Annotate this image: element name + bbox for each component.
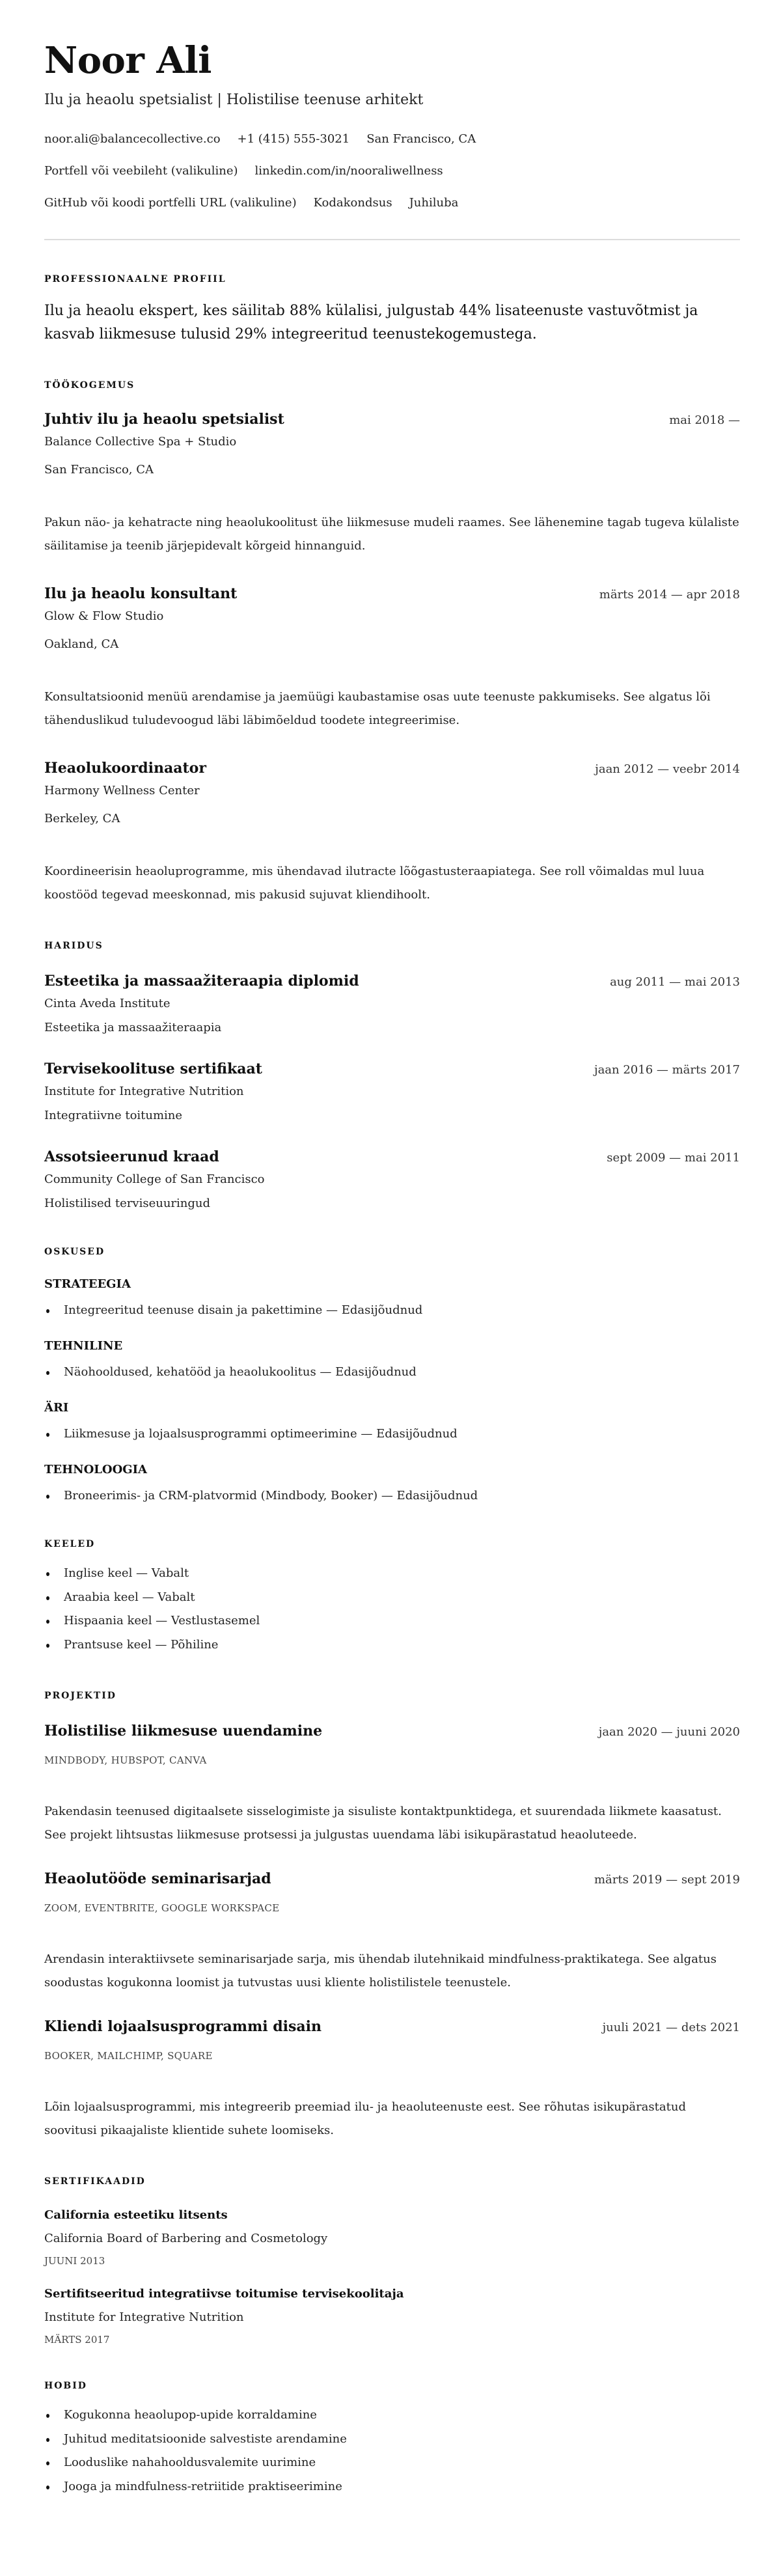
certification-date: MÄRTS 2017: [44, 2334, 110, 2346]
certification-date: JUUNI 2013: [44, 2255, 105, 2267]
job-header: [44, 758, 740, 779]
linkedin-link[interactable]: linkedin.com/in/nooraliwellness: [254, 164, 443, 178]
section-heading: SERTIFIKAADID: [44, 2176, 146, 2187]
education-entry: [44, 1147, 740, 1213]
section-heading: OSKUSED: [44, 1247, 105, 1257]
section-heading: PROJEKTID: [44, 1691, 116, 1701]
job-dates: jaan 2012 — veebr 2014: [595, 762, 740, 776]
contact-info: [44, 123, 740, 219]
company-name: Glow & Flow Studio: [44, 609, 164, 623]
job-description: Pakun näo- ja kehatracte ning heaolukoolitust ühe liikmesuse mudeli raames. See lähenemine tagab tugeva külaliste säilitamise ja teenib järjepidevalt kõrgeid hinnanguid.: [44, 516, 739, 553]
project-dates: juuli 2021 — dets 2021: [602, 2021, 740, 2034]
skill-item: Broneerimis- ja CRM-platvormid (Mindbody, Booker) — Edasijõudnud: [44, 1487, 740, 1505]
skill-category-heading: TEHNILINE: [44, 1339, 123, 1353]
institution-name: Community College of San Francisco: [44, 1172, 265, 1186]
github-link[interactable]: GitHub või koodi portfelli URL (valikuline): [44, 196, 297, 210]
certification-entry: [44, 2286, 740, 2347]
section-heading: TÖÖKOGEMUS: [44, 380, 135, 391]
resume-header: [44, 40, 740, 219]
certification-issuer: California Board of Barbering and Cosmetology: [44, 2232, 328, 2245]
languages-section: [44, 1538, 740, 1657]
job-location: San Francisco, CA: [44, 463, 154, 477]
project-dates: märts 2019 — sept 2019: [594, 1873, 740, 1887]
project-tech-stack: BOOKER, MAILCHIMP, SQUARE: [44, 2050, 213, 2062]
job-header: [44, 584, 740, 605]
hobby-item: Looduslike nahahooldusvalemite uurimine: [44, 2451, 740, 2475]
project-description: Pakendasin teenused digitaalsete sisselogimiste ja sisuliste kontaktpunktidega, et suurendada liikmete kaasatust. See projekt lihtsustas liikmesuse protsessi ja julgustas uuendama läbi isikupärastatud heaoluteede.: [44, 1805, 722, 1842]
certification-issuer: Institute for Integrative Nutrition: [44, 2310, 244, 2324]
drivers-license-text: Juhiluba: [409, 196, 459, 210]
job-entry: [44, 409, 740, 558]
education-dates: sept 2009 — mai 2011: [607, 1151, 740, 1165]
project-title: Heaolutööde seminarisarjad: [44, 1870, 271, 1887]
candidate-name: Noor Ali: [44, 39, 212, 82]
contact-line: [44, 187, 740, 219]
field-of-study: Holistilised terviseuuringud: [44, 1197, 211, 1210]
certification-title: Sertifitseeritud integratiivse toitumise tervisekoolitaja: [44, 2287, 404, 2301]
hobby-item: Juhitud meditatsioonide salvestiste arendamine: [44, 2428, 740, 2452]
degree-title: Assotsieerunud kraad: [44, 1148, 219, 1165]
education-header: [44, 1147, 740, 1168]
skill-list: [44, 1487, 740, 1505]
email-link[interactable]: noor.ali@balancecollective.co: [44, 132, 221, 146]
project-header: [44, 2017, 740, 2038]
hobbies-list: [44, 2403, 740, 2499]
education-entry: [44, 1059, 740, 1125]
language-item: Hispaania keel — Vestlustasemel: [44, 1609, 740, 1633]
education-header: [44, 1059, 740, 1080]
education-dates: jaan 2016 — märts 2017: [594, 1063, 740, 1077]
skill-category-heading: ÄRI: [44, 1401, 69, 1415]
skill-item: Liikmesuse ja lojaalsusprogrammi optimeerimine — Edasijõudnud: [44, 1425, 740, 1443]
project-description: Arendasin interaktiivsete seminarisarjade sarja, mis ühendab ilutehnikaid mindfulness-praktikatega. See algatus soodustas kogukonna loomist ja tutvustas uusi kliente holistilistele teenustele.: [44, 1952, 717, 1989]
degree-title: Tervisekoolituse sertifikaat: [44, 1060, 262, 1077]
institution-name: Cinta Aveda Institute: [44, 997, 171, 1010]
project-entry: [44, 1721, 740, 1847]
project-entry: [44, 1869, 740, 1995]
project-entry: [44, 2017, 740, 2142]
hobby-item: Kogukonna heaolupop-upide korraldamine: [44, 2403, 740, 2428]
portfolio-link[interactable]: Portfell või veebileht (valikuline): [44, 164, 238, 178]
job-location: Oakland, CA: [44, 637, 119, 651]
skill-category-heading: STRATEEGIA: [44, 1277, 131, 1291]
project-dates: jaan 2020 — juuni 2020: [598, 1725, 740, 1739]
degree-title: Esteetika ja massaažiteraapia diplomid: [44, 973, 359, 990]
job-dates: märts 2014 — apr 2018: [599, 588, 740, 602]
skill-list: [44, 1363, 740, 1381]
institution-name: Institute for Integrative Nutrition: [44, 1085, 244, 1098]
field-of-study: Esteetika ja massaažiteraapia: [44, 1021, 222, 1034]
candidate-headline: Ilu ja heaolu spetsialist | Holistilise teenuse arhitekt: [44, 92, 424, 108]
job-entry: [44, 584, 740, 732]
skills-section: [44, 1245, 740, 1505]
project-tech-stack: MINDBODY, HUBSPOT, CANVA: [44, 1754, 207, 1766]
company-name: Harmony Wellness Center: [44, 784, 200, 797]
language-item: Inglise keel — Vabalt: [44, 1562, 740, 1586]
section-heading: HOBID: [44, 2381, 87, 2391]
section-heading: KEELED: [44, 1539, 96, 1549]
location-text: San Francisco, CA: [366, 132, 476, 146]
job-description: Konsultatsioonid menüü arendamise ja jaemüügi kaubastamise osas uute teenuste pakkumiseks. See algatus lõi tähenduslikud tuludevoogud läbi läbimõeldud toodete integreerimise.: [44, 690, 711, 727]
field-of-study: Integratiivne toitumine: [44, 1109, 183, 1122]
project-header: [44, 1869, 740, 1890]
citizenship-text: Kodakondsus: [313, 196, 392, 210]
contact-line: [44, 155, 740, 187]
project-title: Holistilise liikmesuse uuendamine: [44, 1723, 323, 1739]
section-heading: HARIDUS: [44, 941, 103, 951]
certifications-section: [44, 2175, 740, 2347]
language-item: Araabia keel — Vabalt: [44, 1586, 740, 1610]
project-tech-stack: ZOOM, EVENTBRITE, GOOGLE WORKSPACE: [44, 1902, 280, 1914]
skill-item: Integreeritud teenuse disain ja pakettimine — Edasijõudnud: [44, 1301, 740, 1320]
contact-line: [44, 123, 740, 155]
skill-list: [44, 1301, 740, 1320]
profile-section: [44, 273, 740, 346]
job-header: [44, 409, 740, 430]
hobbies-section: [44, 2379, 740, 2499]
job-title: Heaolukoordinaator: [44, 760, 206, 777]
job-description: Koordineerisin heaoluprogramme, mis ühendavad ilutracte lõõgastusteraapiatega. See roll võimaldas mul luua koostööd tegevad meeskonnad, mis pakusid sujuvat kliendihoolt.: [44, 865, 705, 902]
project-title: Kliendi lojaalsusprogrammi disain: [44, 2018, 322, 2035]
header-divider: [44, 239, 740, 240]
education-entry: [44, 971, 740, 1037]
skill-item: Näohooldused, kehatööd ja heaolukoolitus — Edasijõudnud: [44, 1363, 740, 1381]
job-title: Ilu ja heaolu konsultant: [44, 585, 238, 602]
section-heading: PROFESSIONAALNE PROFIIL: [44, 274, 226, 284]
education-section: [44, 939, 740, 1213]
project-description: Lõin lojaalsusprogrammi, mis integreerib preemiad ilu- ja heaoluteenuste eest. See rõhutas isikupärastatud soovitusi pikaajaliste klientide suhete loomiseks.: [44, 2100, 686, 2137]
language-item: Prantsuse keel — Põhiline: [44, 1633, 740, 1657]
certification-title: California esteetiku litsents: [44, 2208, 228, 2222]
skill-list: [44, 1425, 740, 1443]
job-entry: [44, 758, 740, 907]
certification-entry: [44, 2207, 740, 2268]
job-dates: mai 2018 —: [669, 413, 740, 427]
project-header: [44, 1721, 740, 1742]
job-title: Juhtiv ilu ja heaolu spetsialist: [44, 411, 284, 428]
phone-link[interactable]: +1 (415) 555-3021: [237, 132, 350, 146]
company-name: Balance Collective Spa + Studio: [44, 435, 237, 449]
projects-section: [44, 1689, 740, 2142]
education-dates: aug 2011 — mai 2013: [610, 975, 740, 989]
job-location: Berkeley, CA: [44, 812, 120, 825]
languages-list: [44, 1562, 740, 1657]
hobby-item: Jooga ja mindfulness-retriitide praktiseerimine: [44, 2475, 740, 2499]
experience-section: [44, 379, 740, 907]
skill-category-heading: TEHNOLOOGIA: [44, 1463, 148, 1476]
profile-summary: Ilu ja heaolu ekspert, kes säilitab 88% külalisi, julgustab 44% lisateenuste vastuvõtmist ja kasvab liikmesuse tulusid 29% integreeritud teenustekogemustega.: [44, 303, 698, 342]
education-header: [44, 971, 740, 992]
